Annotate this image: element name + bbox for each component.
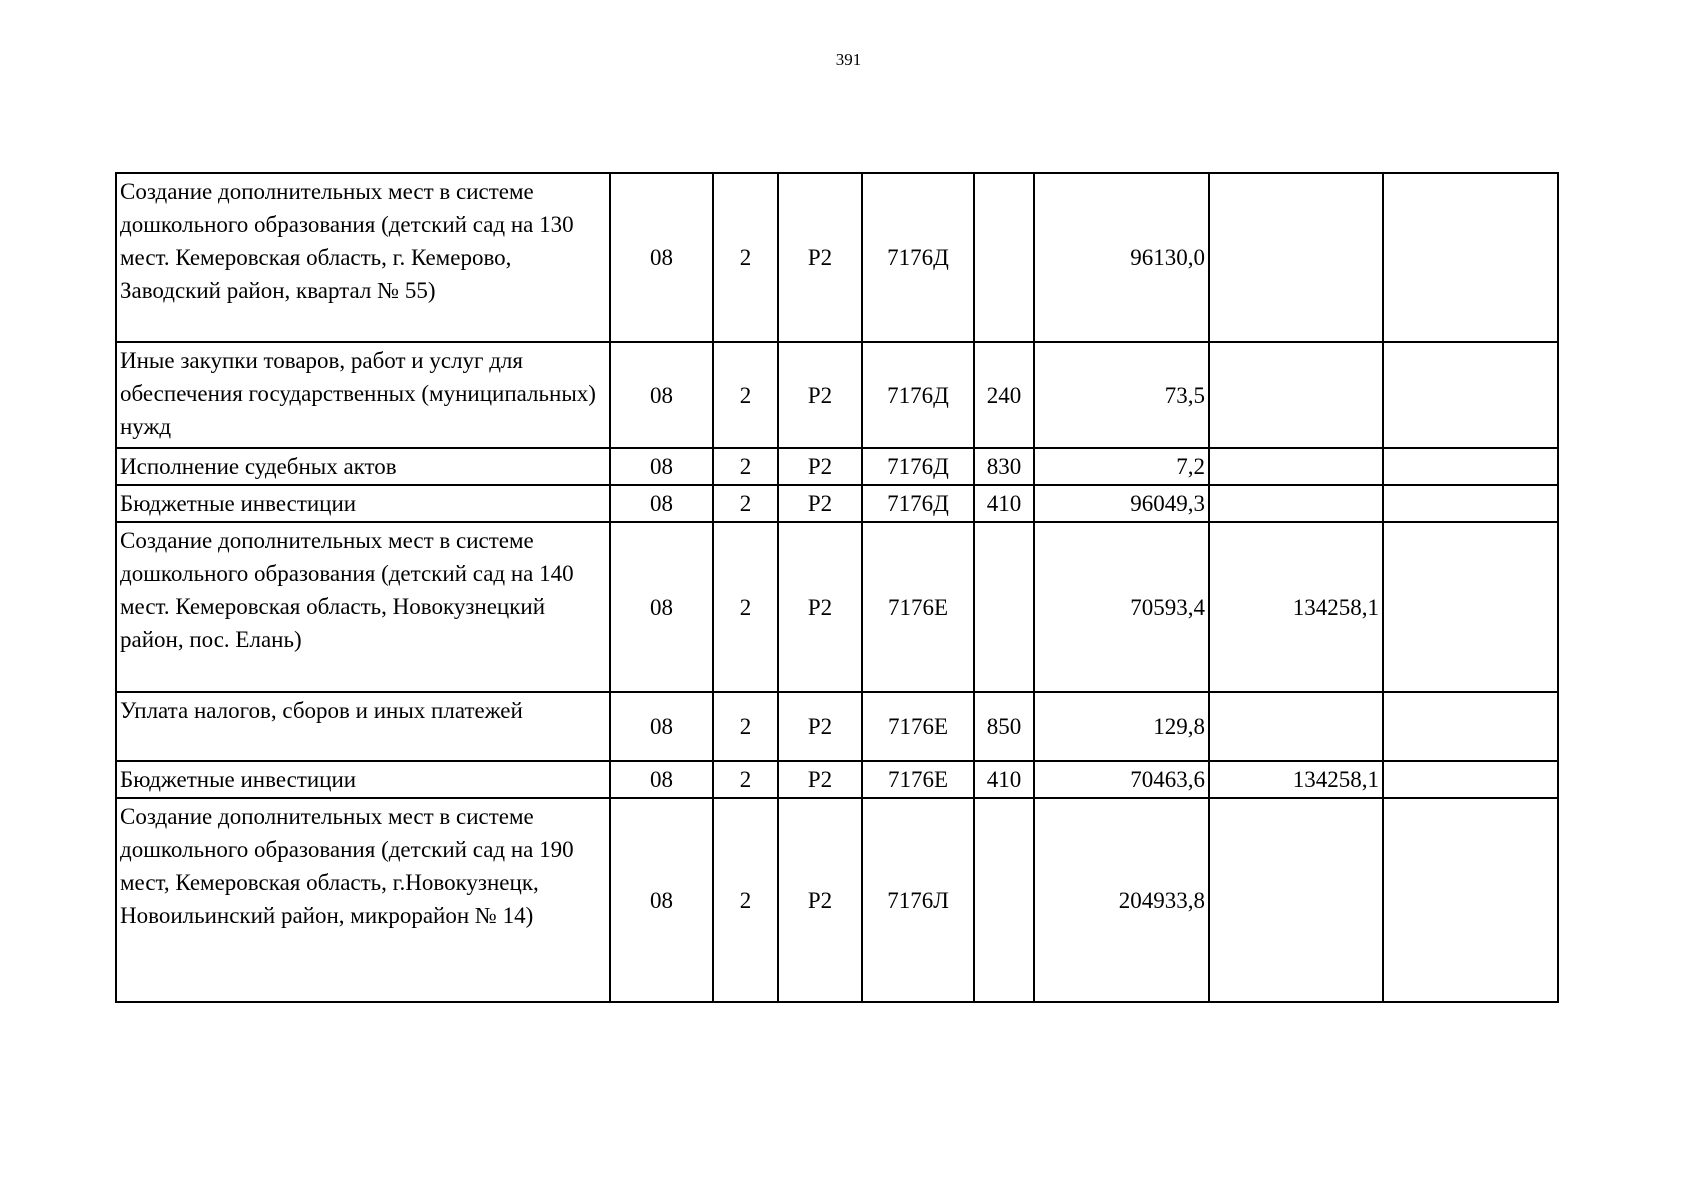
- program-code: Р2: [778, 761, 862, 798]
- table-row: [116, 448, 1558, 485]
- table-row: [116, 173, 1558, 342]
- amount-1: 204933,8: [1034, 798, 1209, 1002]
- subsection-code: 2: [713, 522, 778, 692]
- amount-2: [1209, 173, 1383, 342]
- row-name: Создание дополнительных мест в системе дошкольного образования (детский сад на 140 мест. Кемеровская область, Новокузнецкий район, пос. Елань): [116, 522, 610, 692]
- table-row: [116, 692, 1558, 761]
- expense-type-code: 410: [974, 485, 1034, 522]
- row-name: Бюджетные инвестиции: [116, 761, 610, 798]
- expense-type-code: 410: [974, 761, 1034, 798]
- program-code: Р2: [778, 173, 862, 342]
- subsection-code: 2: [713, 761, 778, 798]
- target-code: 7176Е: [862, 761, 974, 798]
- amount-3: [1383, 522, 1558, 692]
- program-code: Р2: [778, 448, 862, 485]
- section-code: 08: [610, 173, 713, 342]
- row-name: Создание дополнительных мест в системе дошкольного образования (детский сад на 190 мест, Кемеровская область, г.Новокузнецк, Новоильинский район, микрорайон № 14): [116, 798, 610, 1002]
- table-row: [116, 342, 1558, 448]
- program-code: Р2: [778, 798, 862, 1002]
- amount-3: [1383, 761, 1558, 798]
- expense-type-code: 830: [974, 448, 1034, 485]
- section-code: 08: [610, 448, 713, 485]
- budget-table: [115, 172, 1559, 1003]
- amount-1: 7,2: [1034, 448, 1209, 485]
- amount-1: 70593,4: [1034, 522, 1209, 692]
- section-code: 08: [610, 485, 713, 522]
- section-code: 08: [610, 692, 713, 761]
- expense-type-code: [974, 798, 1034, 1002]
- subsection-code: 2: [713, 798, 778, 1002]
- row-name: Бюджетные инвестиции: [116, 485, 610, 522]
- row-name: Иные закупки товаров, работ и услуг для обеспечения государственных (муниципальных) нужд: [116, 342, 610, 448]
- amount-3: [1383, 173, 1558, 342]
- section-code: 08: [610, 761, 713, 798]
- target-code: 7176Е: [862, 692, 974, 761]
- table-row: [116, 761, 1558, 798]
- row-name: Уплата налогов, сборов и иных платежей: [116, 692, 610, 761]
- row-name: Исполнение судебных актов: [116, 448, 610, 485]
- amount-3: [1383, 798, 1558, 1002]
- target-code: 7176Д: [862, 485, 974, 522]
- amount-3: [1383, 448, 1558, 485]
- target-code: 7176Л: [862, 798, 974, 1002]
- table-row: [116, 522, 1558, 692]
- page-number: 391: [835, 50, 862, 69]
- amount-2: [1209, 485, 1383, 522]
- amount-3: [1383, 692, 1558, 761]
- amount-1: 129,8: [1034, 692, 1209, 761]
- target-code: 7176Д: [862, 173, 974, 342]
- program-code: Р2: [778, 485, 862, 522]
- target-code: 7176Д: [862, 342, 974, 448]
- expense-type-code: 850: [974, 692, 1034, 761]
- amount-1: 96130,0: [1034, 173, 1209, 342]
- program-code: Р2: [778, 692, 862, 761]
- section-code: 08: [610, 798, 713, 1002]
- target-code: 7176Е: [862, 522, 974, 692]
- amount-3: [1383, 485, 1558, 522]
- section-code: 08: [610, 342, 713, 448]
- subsection-code: 2: [713, 448, 778, 485]
- amount-2: [1209, 448, 1383, 485]
- subsection-code: 2: [713, 485, 778, 522]
- expense-type-code: [974, 522, 1034, 692]
- amount-1: 96049,3: [1034, 485, 1209, 522]
- table-row: [116, 798, 1558, 1002]
- expense-type-code: 240: [974, 342, 1034, 448]
- table-row: [116, 485, 1558, 522]
- expense-type-code: [974, 173, 1034, 342]
- amount-2: 134258,1: [1209, 522, 1383, 692]
- amount-2: [1209, 342, 1383, 448]
- program-code: Р2: [778, 342, 862, 448]
- subsection-code: 2: [713, 173, 778, 342]
- program-code: Р2: [778, 522, 862, 692]
- subsection-code: 2: [713, 342, 778, 448]
- amount-1: 73,5: [1034, 342, 1209, 448]
- amount-1: 70463,6: [1034, 761, 1209, 798]
- subsection-code: 2: [713, 692, 778, 761]
- target-code: 7176Д: [862, 448, 974, 485]
- amount-2: [1209, 798, 1383, 1002]
- section-code: 08: [610, 522, 713, 692]
- row-name: Создание дополнительных мест в системе дошкольного образования (детский сад на 130 мест. Кемеровская область, г. Кемерово, Заводский район, квартал № 55): [116, 173, 610, 342]
- amount-2: [1209, 692, 1383, 761]
- amount-2: 134258,1: [1209, 761, 1383, 798]
- amount-3: [1383, 342, 1558, 448]
